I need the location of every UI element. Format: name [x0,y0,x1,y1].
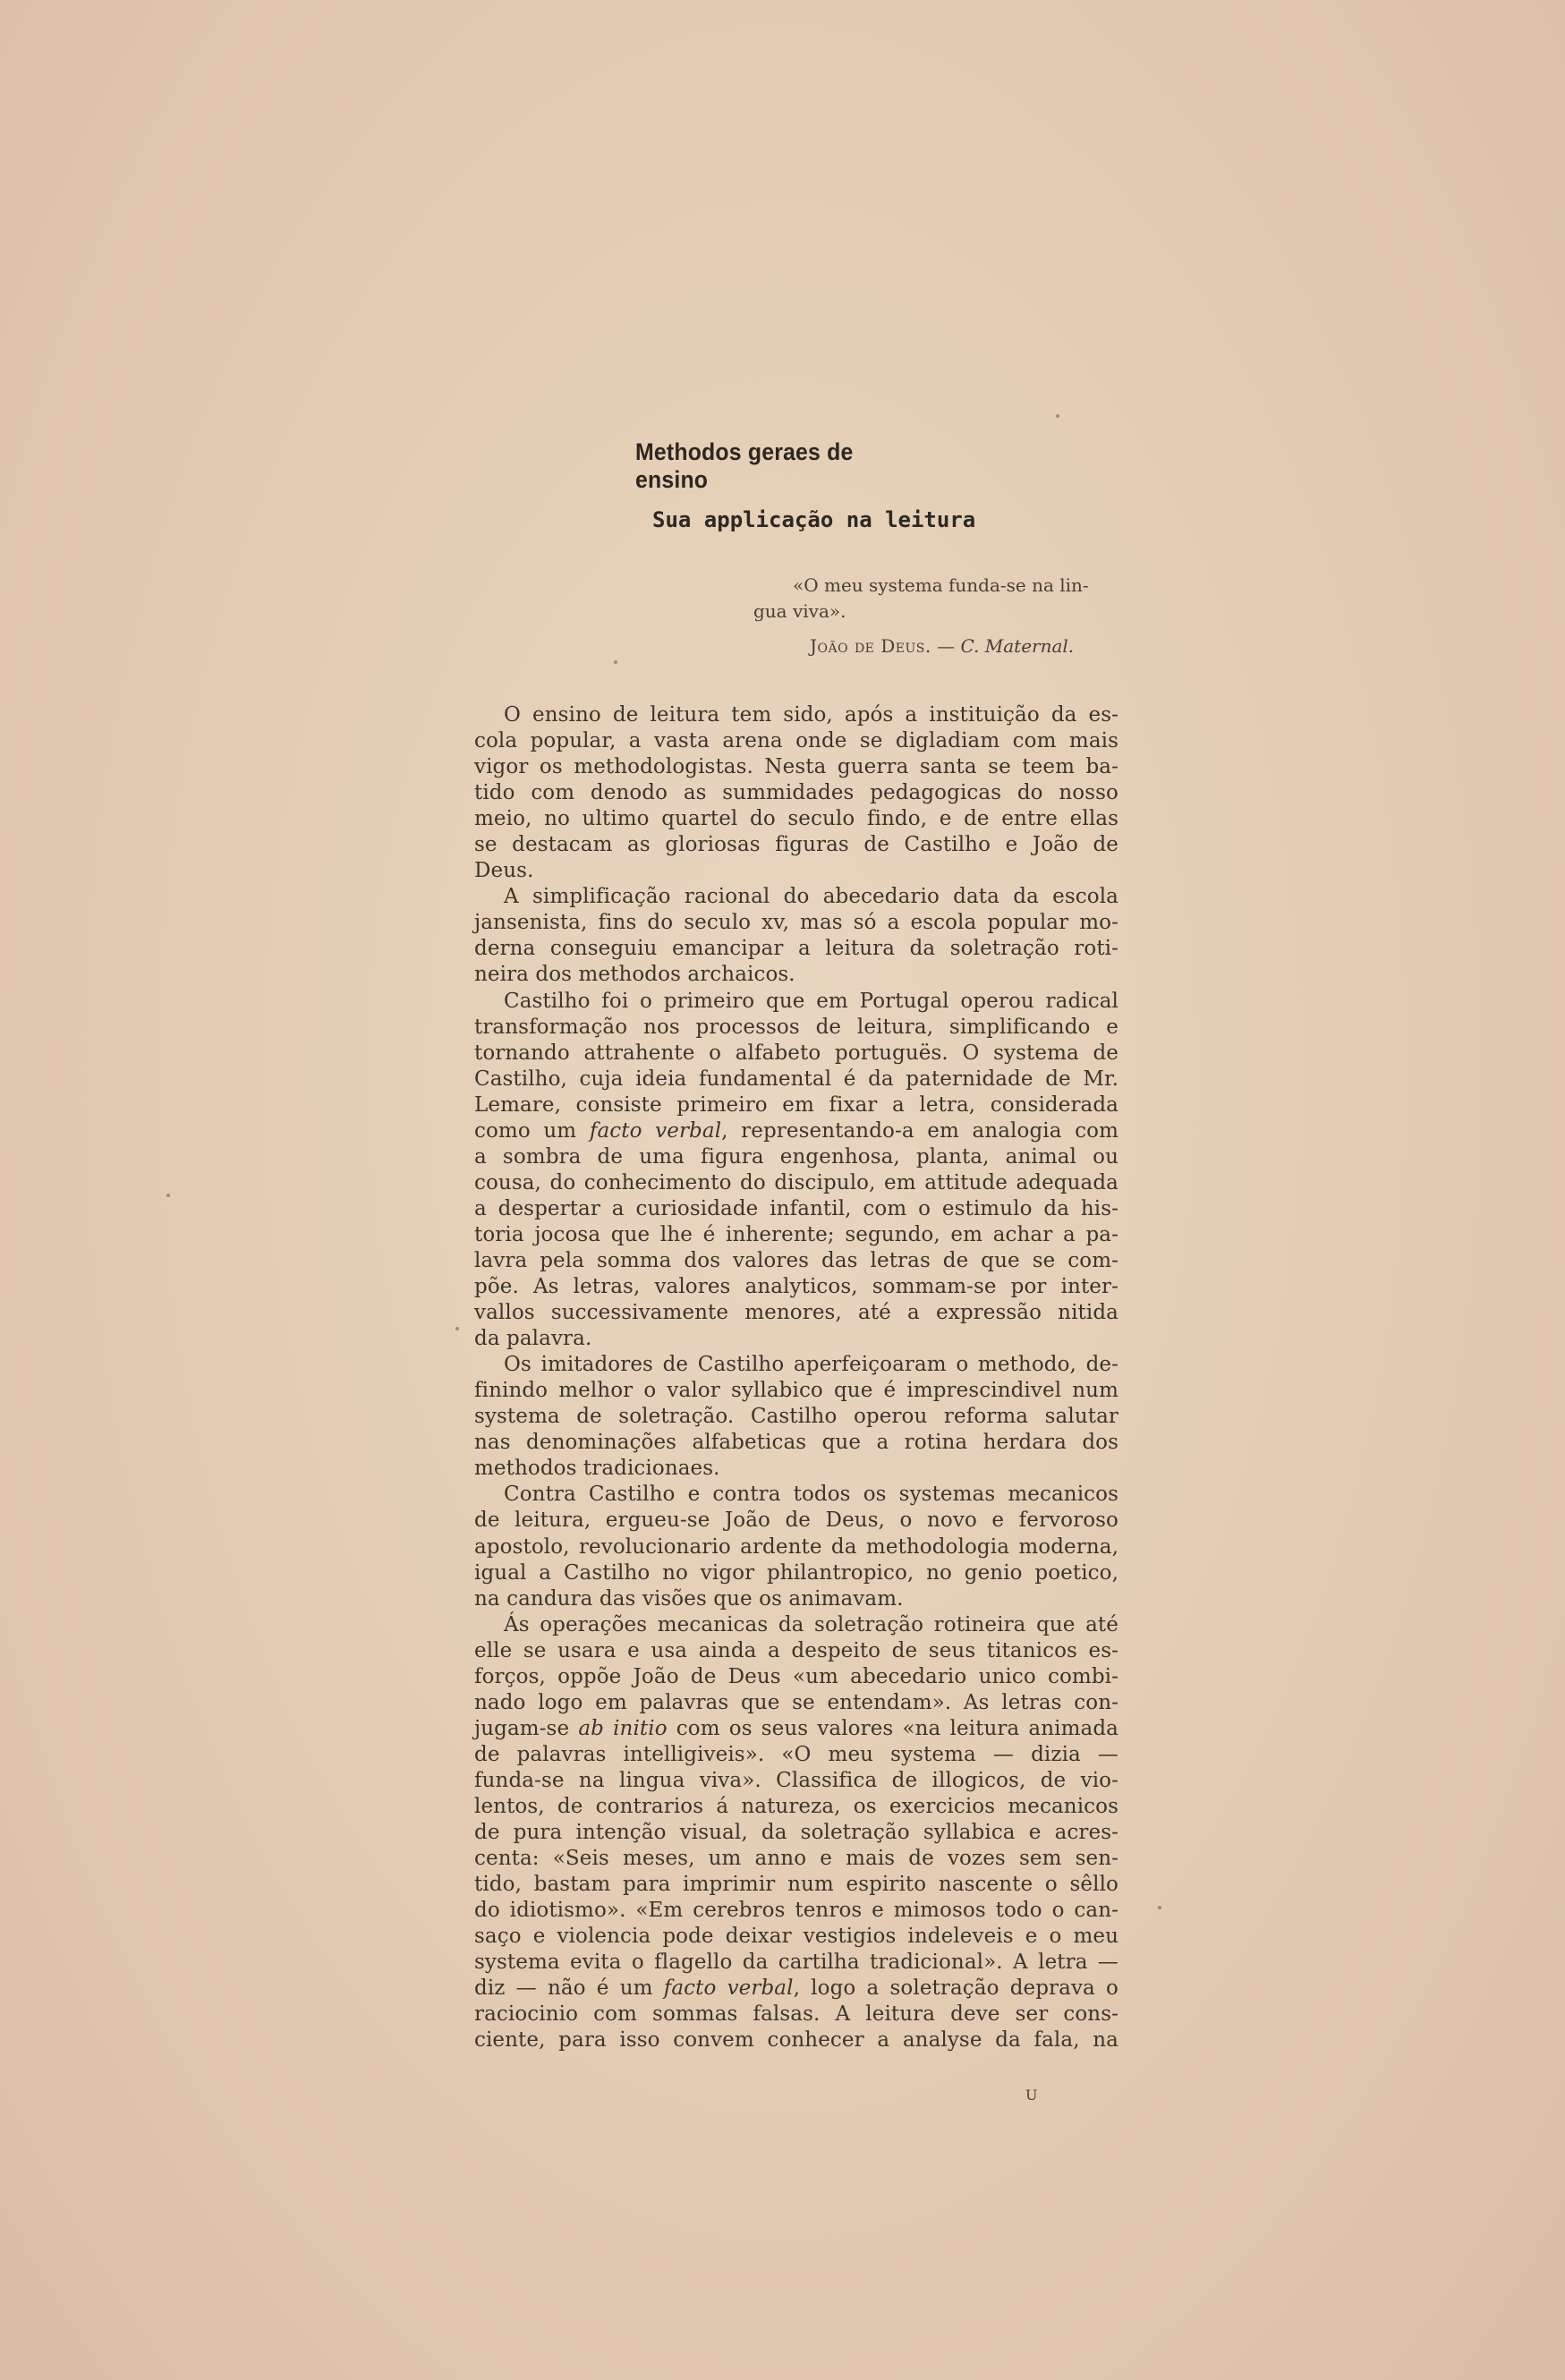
body-line: Deus. [474,859,534,883]
epigraph-line: «O meu systema funda-se na lin- [793,574,1089,596]
body-line: Ás operações mecanicas da soletração rotineira que até [504,1612,1118,1636]
body-line: methodos tradicionaes. [474,1457,720,1481]
body-line: de palavras intelligiveis». «O meu systema — dizia — [474,1742,1118,1766]
body-line: jugam-se ab initio com os seus valores «na leitura animada [474,1716,1118,1740]
body-line: Castilho, cuja ideia fundamental é da paternidade de Mr. [474,1067,1118,1091]
body-line: derna conseguiu emancipar a leitura da soletração roti- [474,937,1118,961]
body-line: forços, oppõe João de Deus «um abecedario unico combi- [474,1664,1118,1688]
body-line: O ensino de leitura tem sido, após a instituição da es- [504,703,1118,727]
epigraph-quote [753,573,1138,625]
body-line: de pura intenção visual, da soletração syllabica e acres- [474,1821,1118,1845]
body-line: A simplificação racional do abecedario data da escola [504,885,1118,909]
epigraph-author: João de Deus. [810,635,931,657]
article-subtitle: Sua applicação na leitura [652,507,976,532]
body-line: tornando attrahente o alfabeto portuguës. O systema de [474,1041,1118,1065]
body-line: do idiotismo». «Em cerebros tenros e mimosos todo o can- [474,1899,1118,1923]
body-line: nas denominações alfabeticas que a rotina herdara dos [474,1431,1118,1455]
body-line: Contra Castilho e contra todos os systemas mecanicos [504,1483,1118,1507]
body-line: transformação nos processos de leitura, simplificando e [474,1015,1118,1039]
body-line: funda-se na lingua viva». Classifica de illogicos, de vio- [474,1768,1118,1792]
body-line: centa: «Seis meses, um anno e mais de vozes sem sen- [474,1847,1118,1871]
body-line: meio, no ultimo quartel do seculo findo, e de entre ellas [474,807,1118,831]
body-line: como um facto verbal, representando-a em analogia com [474,1118,1118,1143]
body-line: finindo melhor o valor syllabico que é imprescindivel num [474,1379,1118,1403]
body-line: diz — não é um facto verbal, logo a soletração deprava o [474,1976,1118,2001]
body-line: apostolo, revolucionario ardente da methodologia moderna, [474,1534,1118,1559]
body-line: de leitura, ergueu-se João de Deus, o novo e fervoroso [474,1509,1118,1533]
paper-speck [1158,1906,1161,1909]
body-line: tido com denodo as summidades pedagogicas do nosso [474,781,1118,805]
body-line: põe. As letras, valores analyticos, sommam-se por inter- [474,1275,1118,1299]
paper-speck [455,1327,459,1330]
body-line: vigor os methodologistas. Nesta guerra santa se teem ba- [474,755,1118,779]
body-line: elle se usara e usa ainda a despeito de seus titanicos es- [474,1638,1118,1662]
body-line: se destacam as gloriosas figuras de Castilho e João de [474,833,1118,857]
paper-speck [614,660,617,664]
body-line: nado logo em palavras que se entendam». As letras con- [474,1690,1118,1714]
body-line: tido, bastam para imprimir num espirito nascente o sêllo [474,1873,1118,1897]
body-line: cousa, do conhecimento do discipulo, em attitude adequada [474,1170,1118,1194]
body-line: vallos successivamente menores, até a expressão nitida [474,1301,1118,1325]
italic-phrase: facto verbal [589,1118,722,1143]
body-line: neira dos methodos archaicos. [474,963,795,987]
body-line: jansenista, fins do seculo xv, mas só a escola popular mo- [474,911,1118,935]
body-line: cola popular, a vasta arena onde se digladiam com mais [474,729,1118,753]
paper-speck [1056,414,1059,418]
epigraph-separator: — [931,635,961,657]
body-line: ciente, para isso convem conhecer a analyse da fala, na [474,2028,1118,2053]
epigraph-attribution [810,635,1074,657]
body-line: lavra pela somma dos valores das letras de que se com- [474,1248,1118,1272]
body-line: da palavra. [474,1327,592,1351]
italic-phrase: facto verbal [663,1976,794,2001]
body-line: Castilho foi o primeiro que em Portugal operou radical [504,989,1118,1013]
body-line: igual a Castilho no vigor philantropico, no genio poetico, [474,1560,1118,1585]
body-line: systema evita o flagello da cartilha tradicional». A letra — [474,1951,1118,1975]
body-line: raciocinio com sommas falsas. A leitura deve ser cons- [474,2002,1118,2027]
body-line: lentos, de contrarios á natureza, os exercicios mecanicos [474,1794,1118,1818]
article-body [474,702,1118,2053]
article-title: Methodos geraes de ensino [635,438,854,493]
page-signature-mark: U [1025,2087,1038,2104]
body-line: Lemare, consiste primeiro em fixar a letra, considerada [474,1092,1118,1117]
body-line: a sombra de uma figura engenhosa, planta, animal ou [474,1144,1118,1169]
italic-phrase: ab initio [578,1716,668,1740]
epigraph-line: gua viva». [753,600,846,622]
body-line: systema de soletração. Castilho operou reforma salutar [474,1405,1118,1429]
body-line: na candura das visões que os animavam. [474,1586,904,1611]
epigraph-work: C. Maternal. [960,635,1075,657]
paper-speck [166,1194,170,1197]
body-line: toria jocosa que lhe é inherente; segundo, em achar a pa- [474,1222,1118,1246]
body-line: saço e violencia pode deixar vestigios indeleveis e o meu [474,1925,1118,1949]
body-line: a despertar a curiosidade infantil, com o estimulo da his- [474,1196,1118,1220]
body-line: Os imitadores de Castilho aperfeiçoaram o methodo, de- [504,1353,1118,1377]
